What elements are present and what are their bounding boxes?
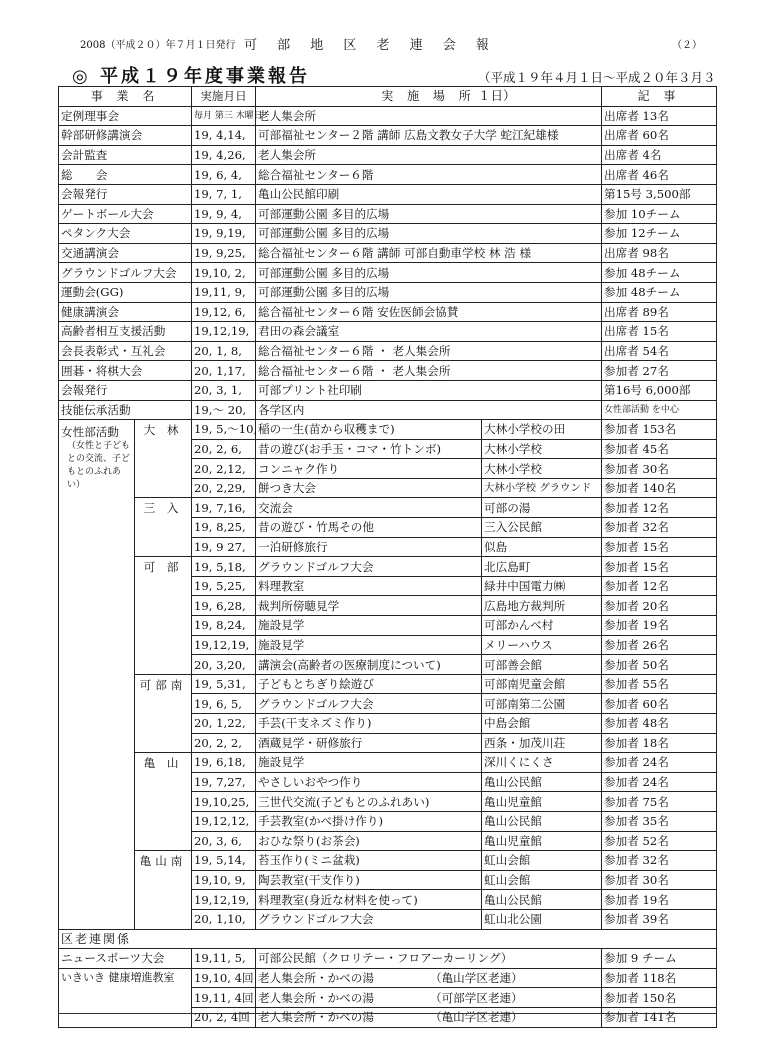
activity-place: 緑井中国電力㈱ [482, 576, 602, 596]
activity-name: グラウンドゴルフ大会 [256, 909, 482, 929]
event-date: 19,12, 6, [192, 302, 256, 322]
activity-place: 可部かんべ村 [482, 616, 602, 636]
women-activity-row [59, 557, 717, 577]
event-name: 囲碁・将棋大会 [59, 361, 192, 381]
women-group-name: 亀 山 [135, 753, 192, 851]
event-place: 総合福祉センター６階 ・ 老人集会所 [256, 341, 602, 361]
activity-note: 参加者 48名 [602, 714, 717, 734]
district-title: 区老連関係 [59, 929, 717, 949]
activity-name: 交流会 [256, 498, 482, 518]
event-place: 総合福祉センター６階 講師 可部自動車学校 林 浩 様 [256, 243, 602, 263]
activity-date: 19, 5,31, [192, 674, 256, 694]
health-place-text: 老人集会所・かべの湯 [258, 1010, 374, 1025]
activity-place: 西条・加茂川荘 [482, 733, 602, 753]
table-row [59, 224, 717, 244]
table-row [59, 361, 717, 381]
women-activity-row [59, 851, 717, 871]
women-group-name: 大 林 [135, 420, 192, 498]
activity-name: 子どもとちぎり絵遊び [256, 674, 482, 694]
event-name: 会計監査 [59, 145, 192, 165]
activity-date: 20, 1,22, [192, 714, 256, 734]
activity-name: おひな祭り(お茶会) [256, 831, 482, 851]
event-place: 可部福祉センター２階 講師 広島文教女子大学 蛇江紀雄様 [256, 126, 602, 146]
activity-note: 参加者 75名 [602, 792, 717, 812]
activity-name: 手芸教室(かべ掛け作り) [256, 811, 482, 831]
activity-name: 料理教室 [256, 576, 482, 596]
activity-place: 可部の湯 [482, 498, 602, 518]
activity-place: 虹山会館 [482, 851, 602, 871]
event-name: 技能伝承活動 [59, 400, 192, 420]
activity-date: 20, 2,29, [192, 478, 256, 498]
activity-name: 講演会(高齢者の医療制度について) [256, 655, 482, 675]
activity-date: 20, 1,10, [192, 909, 256, 929]
activity-note: 参加者 32名 [602, 518, 717, 538]
activity-name: 稲の一生(苗から収穫まで) [256, 420, 482, 440]
activity-place: 虹山会館 [482, 870, 602, 890]
activity-name: グラウンドゴルフ大会 [256, 694, 482, 714]
activity-name: 苔玉作り(ミニ盆栽) [256, 851, 482, 871]
women-group-name: 可 部 [135, 557, 192, 675]
event-place: 可部プリント社印刷 [256, 380, 602, 400]
women-activity-row [59, 753, 717, 773]
event-name: 高齢者相互支援活動 [59, 322, 192, 342]
activity-place: 可部南第二公園 [482, 694, 602, 714]
health-class-date: 19,10, 4回 [192, 968, 256, 988]
activity-note: 参加者 12名 [602, 498, 717, 518]
event-date: 19, 4,26, [192, 145, 256, 165]
activity-date: 19, 5,25, [192, 576, 256, 596]
activity-name: 餅つき大会 [256, 478, 482, 498]
event-place: 可部運動公園 多目的広場 [256, 204, 602, 224]
table-row [59, 282, 717, 302]
activity-note: 参加者 50名 [602, 655, 717, 675]
event-date: 19,12,19, [192, 322, 256, 342]
page-number: （２） [672, 40, 702, 51]
sports-event-note: 参加 9 チーム [602, 949, 717, 969]
activity-note: 参加者 20名 [602, 596, 717, 616]
women-group-name: 亀山南 [135, 851, 192, 929]
newsletter-title: 可 部 地 区 老 連 会 報 [244, 38, 497, 53]
activity-name: 昔の遊び(お手玉・コマ・竹トンボ) [256, 439, 482, 459]
activity-note: 参加者 140名 [602, 478, 717, 498]
table-row [59, 243, 717, 263]
table-row [59, 400, 717, 420]
activity-date: 19,12,19, [192, 890, 256, 910]
health-class-note: 参加者 150名 [602, 988, 717, 1008]
event-place: 老人集会所 [256, 106, 602, 126]
activity-date: 19, 7,27, [192, 772, 256, 792]
activity-note: 参加者 24名 [602, 772, 717, 792]
activity-name: 施設見学 [256, 635, 482, 655]
event-date: 19,10, 2, [192, 263, 256, 283]
activity-note: 参加者 35名 [602, 811, 717, 831]
col-note: 記 事 [602, 87, 717, 107]
col-place: 実 施 場 所 [256, 87, 602, 107]
event-date: 20, 1,17, [192, 361, 256, 381]
activity-place: 北広島町 [482, 557, 602, 577]
event-date: 19, 9,25, [192, 243, 256, 263]
activity-place: 三入公民館 [482, 518, 602, 538]
activity-date: 19, 7,16, [192, 498, 256, 518]
sports-event-name: ニュースポーツ大会 [59, 949, 192, 969]
activity-note: 参加者 32名 [602, 851, 717, 871]
event-name: 総 会 [59, 165, 192, 185]
activity-date: 19, 8,25, [192, 518, 256, 538]
health-class-row [59, 968, 717, 988]
activity-date: 19, 6,18, [192, 753, 256, 773]
women-section-subtitle: （女性と子どもとの交流、子どもとのふれあい） [67, 441, 131, 491]
activity-date: 20, 2, 2, [192, 733, 256, 753]
report-title: ◎ 平成１９年度事業報告 [72, 66, 310, 87]
activity-name: 陶芸教室(干支作り) [256, 870, 482, 890]
activity-date: 19,12,19, [192, 635, 256, 655]
women-group-name: 可部南 [135, 674, 192, 752]
table-row [59, 341, 717, 361]
activity-date: 19, 6, 5, [192, 694, 256, 714]
health-place-text: 老人集会所・かべの湯 [258, 990, 374, 1005]
activity-place: 可部南児童会館 [482, 674, 602, 694]
activity-date: 19, 5,～10, [192, 420, 256, 440]
event-place: 可部運動公園 多目的広場 [256, 282, 602, 302]
event-name: グラウンドゴルフ大会 [59, 263, 192, 283]
activity-date: 19,10,25, [192, 792, 256, 812]
event-date: 19, 4,14, [192, 126, 256, 146]
event-place: 君田の森会議室 [256, 322, 602, 342]
activity-name: 三世代交流(子どもとのふれあい) [256, 792, 482, 812]
activity-date: 19,10, 9, [192, 870, 256, 890]
activity-date: 20, 3,20, [192, 655, 256, 675]
event-place: 亀山公民館印刷 [256, 184, 602, 204]
event-name: ペタンク大会 [59, 224, 192, 244]
event-name: 会長表彰式・互礼会 [59, 341, 192, 361]
activity-note: 参加者 15名 [602, 537, 717, 557]
activity-place: 亀山公民館 [482, 811, 602, 831]
activity-date: 20, 2,12, [192, 459, 256, 479]
event-place: 各学区内 [256, 400, 602, 420]
district-sports-row [59, 949, 717, 969]
activity-name: 一泊研修旅行 [256, 537, 482, 557]
event-note: 出席者 98名 [602, 243, 717, 263]
activity-note: 参加者 24名 [602, 753, 717, 773]
event-note: 出席者 4名 [602, 145, 717, 165]
sports-event-date: 19,11, 5, [192, 949, 256, 969]
activity-note: 参加者 12名 [602, 576, 717, 596]
activity-note: 参加者 45名 [602, 439, 717, 459]
event-note: 女性部活動 を中心 [602, 400, 717, 420]
activity-place: 似島 [482, 537, 602, 557]
activity-note: 参加者 60名 [602, 694, 717, 714]
activity-note: 参加者 18名 [602, 733, 717, 753]
table-row [59, 380, 717, 400]
event-place: 総合福祉センター６階 安佐医師会協賛 [256, 302, 602, 322]
event-note: 出席者 15名 [602, 322, 717, 342]
table-row [59, 263, 717, 283]
page-header [0, 34, 770, 54]
event-place: 総合福祉センター６階 [256, 165, 602, 185]
event-name: 幹部研修講演会 [59, 126, 192, 146]
health-organizer: （可部学区老連） [429, 990, 523, 1005]
health-class-place [256, 988, 602, 1008]
activity-place: 深川くにくさ [482, 753, 602, 773]
event-place: 老人集会所 [256, 145, 602, 165]
event-note: 出席者 89名 [602, 302, 717, 322]
activity-note: 参加者 30名 [602, 870, 717, 890]
activity-note: 参加者 19名 [602, 890, 717, 910]
women-activity-row [59, 420, 717, 440]
event-place: 可部運動公園 多目的広場 [256, 263, 602, 283]
activity-name: 昔の遊び・竹馬その他 [256, 518, 482, 538]
event-date: 毎月 第三 木曜日 [192, 106, 256, 126]
bottom-rule [58, 1013, 716, 1014]
activity-date: 19,12,12, [192, 811, 256, 831]
activity-place: 中島会館 [482, 714, 602, 734]
event-date: 19, 9, 4, [192, 204, 256, 224]
activity-name: 施設見学 [256, 616, 482, 636]
event-place: 可部運動公園 多目的広場 [256, 224, 602, 244]
event-date: 19,11, 9, [192, 282, 256, 302]
event-note: 出席者 13名 [602, 106, 717, 126]
activity-name: 酒蔵見学・研修旅行 [256, 733, 482, 753]
health-class-place [256, 968, 602, 988]
table-row [59, 184, 717, 204]
activity-note: 参加者 26名 [602, 635, 717, 655]
event-date: 19, 6, 4, [192, 165, 256, 185]
table-row [59, 126, 717, 146]
activity-name: やさしいおやつ作り [256, 772, 482, 792]
event-note: 出席者 54名 [602, 341, 717, 361]
activity-name: コンニャク作り [256, 459, 482, 479]
health-class-place [256, 1007, 602, 1027]
issue-date: 2008（平成２０）年７月１日発行 [80, 40, 236, 51]
activity-place: 広島地方裁判所 [482, 596, 602, 616]
activity-name: 裁判所傍聴見学 [256, 596, 482, 616]
event-date: 19, 7, 1, [192, 184, 256, 204]
activity-place: メリーハウス [482, 635, 602, 655]
health-organizer: （亀山学区老連） [429, 971, 523, 986]
health-class-note: 参加者 141名 [602, 1007, 717, 1027]
event-name: 定例理事会 [59, 106, 192, 126]
activity-place: 大林小学校 グラウンド [482, 478, 602, 498]
event-place: 総合福祉センター６階 ・ 老人集会所 [256, 361, 602, 381]
event-note: 第16号 6,000部 [602, 380, 717, 400]
report-period: （平成１９年４月１日～平成２０年３月３１日） [478, 70, 716, 103]
activity-note: 参加者 19名 [602, 616, 717, 636]
activity-note: 参加者 30名 [602, 459, 717, 479]
health-place-text: 老人集会所・かべの湯 [258, 971, 374, 986]
event-note: 参加 12チーム [602, 224, 717, 244]
health-organizer: （亀山学区老連） [429, 1010, 523, 1025]
health-class-date: 20, 2, 4回 [192, 1007, 256, 1027]
event-date: 20, 1, 8, [192, 341, 256, 361]
activity-date: 20, 2, 6, [192, 439, 256, 459]
health-class-date: 19,11, 4回 [192, 988, 256, 1008]
activity-note: 参加者 153名 [602, 420, 717, 440]
event-date: 19,～ 20, [192, 400, 256, 420]
activity-date: 19, 8,24, [192, 616, 256, 636]
table-row [59, 165, 717, 185]
activity-place: 亀山公民館 [482, 890, 602, 910]
activity-name: 料理教室(身近な材料を使って) [256, 890, 482, 910]
activity-place: 大林小学校の田 [482, 420, 602, 440]
event-date: 19, 9,19, [192, 224, 256, 244]
activity-name: グラウンドゴルフ大会 [256, 557, 482, 577]
women-group-name: 三 入 [135, 498, 192, 557]
women-activity-row [59, 674, 717, 694]
activity-date: 19, 5,18, [192, 557, 256, 577]
table-row [59, 106, 717, 126]
table-row [59, 322, 717, 342]
activity-note: 参加者 55名 [602, 674, 717, 694]
health-class-note: 参加者 118名 [602, 968, 717, 988]
district-section-row [59, 929, 717, 949]
event-note: 第15号 3,500部 [602, 184, 717, 204]
sports-event-place: 可部公民館（クロリテー・フロアーカーリング） [256, 949, 602, 969]
activity-name: 手芸(干支ネズミ作り) [256, 714, 482, 734]
table-row [59, 302, 717, 322]
event-name: 会報発行 [59, 184, 192, 204]
event-note: 参加 48チーム [602, 282, 717, 302]
event-name: 運動会(GG) [59, 282, 192, 302]
activity-place: 亀山児童館 [482, 792, 602, 812]
women-activity-row [59, 498, 717, 518]
activity-place: 可部善会館 [482, 655, 602, 675]
event-name: 健康講演会 [59, 302, 192, 322]
women-section-title: 女性部活動 [61, 425, 119, 440]
activity-place: 虹山北公園 [482, 909, 602, 929]
activity-date: 19, 5,14, [192, 851, 256, 871]
activity-name: 施設見学 [256, 753, 482, 773]
health-class-name: いきいき 健康増進教室 [59, 968, 192, 1027]
activity-place: 亀山公民館 [482, 772, 602, 792]
table-row [59, 204, 717, 224]
event-name: ゲートボール大会 [59, 204, 192, 224]
activity-date: 19, 6,28, [192, 596, 256, 616]
table-header-row [59, 87, 717, 107]
activity-place: 大林小学校 [482, 439, 602, 459]
event-note: 参加者 27名 [602, 361, 717, 381]
event-note: 出席者 60名 [602, 126, 717, 146]
women-section [59, 420, 135, 929]
activity-date: 20, 3, 6, [192, 831, 256, 851]
activity-note: 参加者 39名 [602, 909, 717, 929]
event-name: 交通講演会 [59, 243, 192, 263]
activity-report-table [58, 86, 717, 1028]
activity-note: 参加者 52名 [602, 831, 717, 851]
event-note: 出席者 46名 [602, 165, 717, 185]
activity-note: 参加者 15名 [602, 557, 717, 577]
event-note: 参加 10チーム [602, 204, 717, 224]
event-name: 会報発行 [59, 380, 192, 400]
activity-place: 亀山児童館 [482, 831, 602, 851]
col-event: 事 業 名 [59, 87, 192, 107]
activity-place: 大林小学校 [482, 459, 602, 479]
activity-date: 19, 9 27, [192, 537, 256, 557]
col-date: 実施月日 [192, 87, 256, 107]
event-date: 20, 3, 1, [192, 380, 256, 400]
event-note: 参加 48チーム [602, 263, 717, 283]
table-row [59, 145, 717, 165]
